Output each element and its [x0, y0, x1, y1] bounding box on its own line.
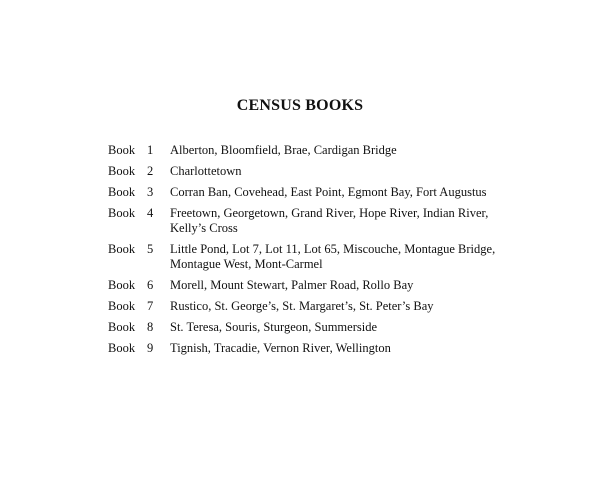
book-label: Book: [108, 278, 136, 292]
book-places: Charlottetown: [170, 164, 242, 178]
book-number: 9: [147, 341, 154, 355]
book-label: Book: [108, 143, 136, 157]
list-item: [108, 278, 548, 293]
list-item: [108, 143, 548, 158]
book-label: Book: [108, 299, 136, 313]
book-places: Tignish, Tracadie, Vernon River, Wellington: [170, 341, 391, 355]
book-number: 5: [147, 242, 154, 256]
book-number: 4: [147, 206, 154, 220]
book-places: Morell, Mount Stewart, Palmer Road, Rollo Bay: [170, 278, 414, 292]
book-label: Book: [108, 206, 136, 220]
book-number: 3: [147, 185, 154, 199]
book-places: Rustico, St. George’s, St. Margaret’s, St. Peter’s Bay: [170, 299, 434, 313]
list-item: [108, 164, 548, 179]
census-book-list: [108, 143, 548, 362]
book-number: 1: [147, 143, 154, 157]
book-places: Freetown, Georgetown, Grand River, Hope River, Indian River, Kelly’s Cross: [170, 206, 489, 235]
list-item: [108, 185, 548, 200]
list-item: [108, 341, 548, 356]
book-places: Little Pond, Lot 7, Lot 11, Lot 65, Miscouche, Montague Bridge, Montague West, Mont-Carmel: [170, 242, 496, 271]
book-number: 2: [147, 164, 154, 178]
book-number: 8: [147, 320, 154, 334]
book-places: St. Teresa, Souris, Sturgeon, Summerside: [170, 320, 377, 334]
book-places: Corran Ban, Covehead, East Point, Egmont Bay, Fort Augustus: [170, 185, 487, 199]
book-number: 6: [147, 278, 154, 292]
book-label: Book: [108, 341, 136, 355]
book-label: Book: [108, 320, 136, 334]
page-title: CENSUS BOOKS: [236, 97, 364, 114]
book-label: Book: [108, 164, 136, 178]
book-label: Book: [108, 185, 136, 199]
book-number: 7: [147, 299, 154, 313]
list-item: [108, 242, 548, 272]
list-item: [108, 320, 548, 335]
book-label: Book: [108, 242, 136, 256]
list-item: [108, 206, 548, 236]
book-places: Alberton, Bloomfield, Brae, Cardigan Bridge: [170, 143, 397, 157]
list-item: [108, 299, 548, 314]
